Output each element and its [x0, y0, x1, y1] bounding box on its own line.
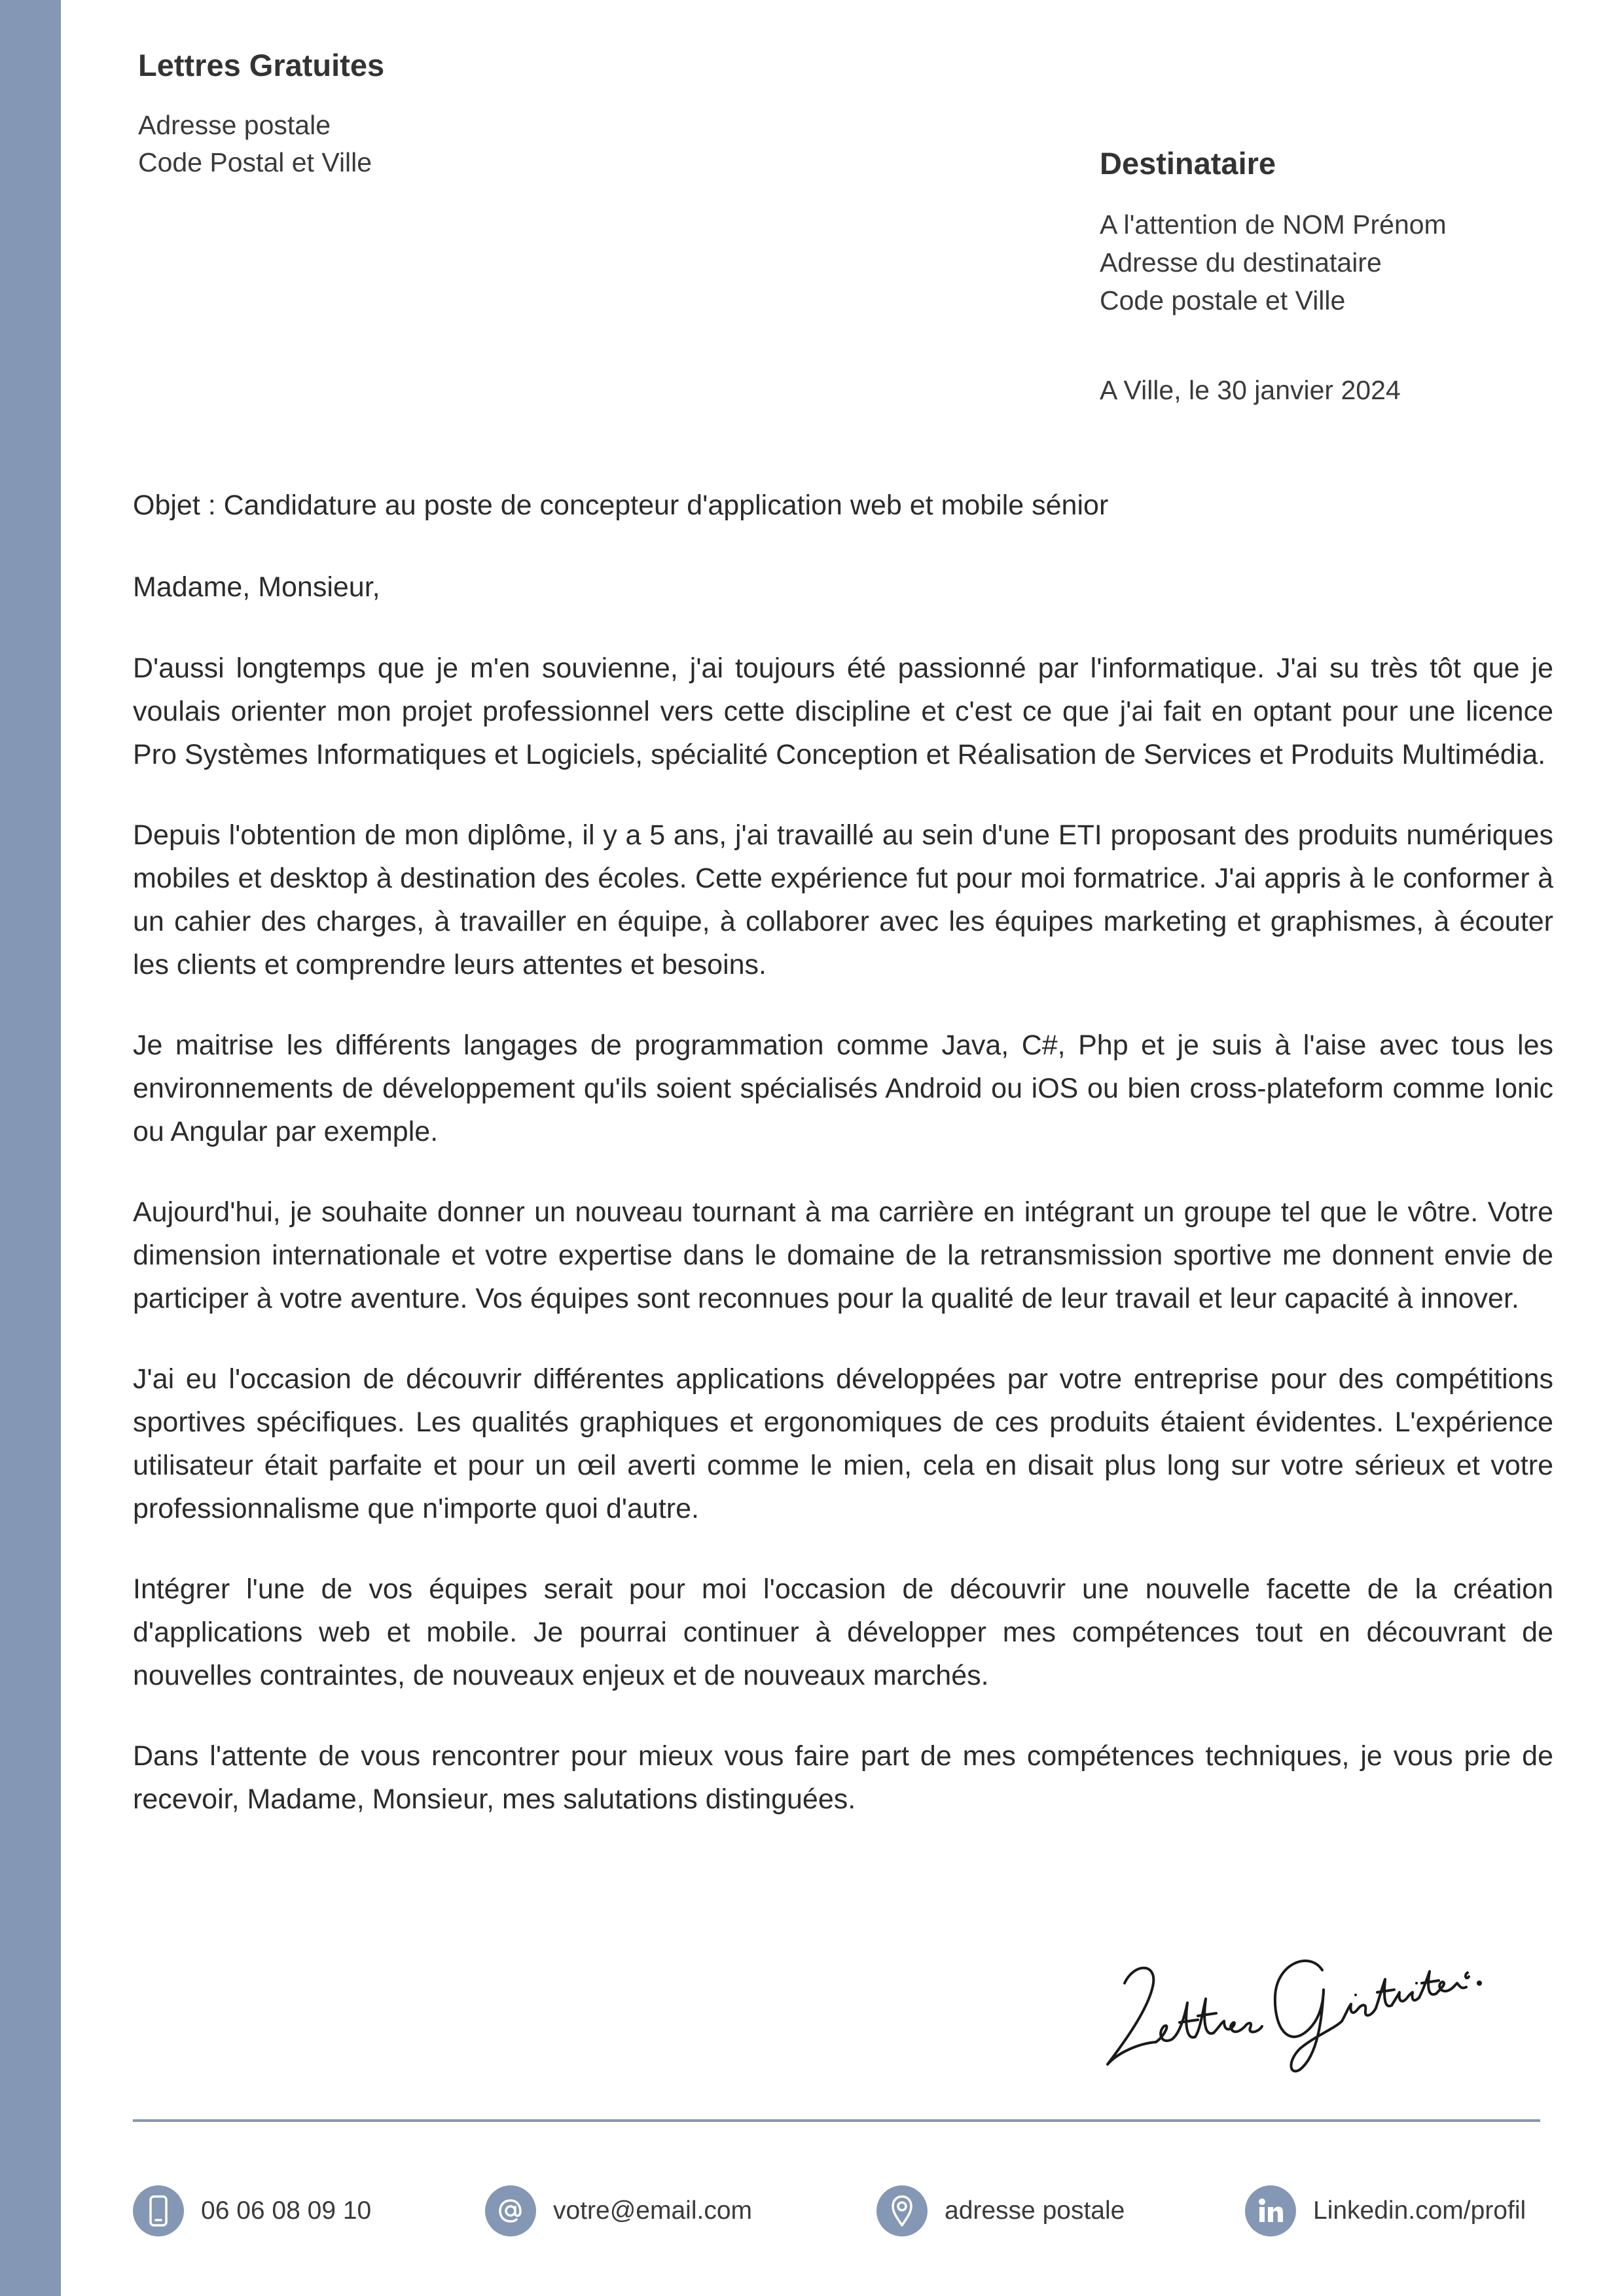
side-accent-bar	[0, 0, 61, 2296]
letter-body	[133, 647, 1553, 1858]
contact-email	[485, 2185, 752, 2237]
body-paragraph: J'ai eu l'occasion de découvrir différentes applications développées par votre entreprise pour des compétitions sportives spécifiques. Les qualités graphiques et ergonomiques de ces produits étaient évidentes. L'expérience utilisateur était parfaite et pour un œil averti comme le mien, cela en disait plus long sur votre sérieux et votre professionnalisme que n'importe quoi d'autre.	[133, 1363, 1553, 1524]
postal-address: adresse postale	[945, 2197, 1125, 2225]
sender-name: Lettres Gratuites	[138, 48, 385, 82]
at-sign-icon	[485, 2185, 536, 2236]
linkedin-icon	[1245, 2185, 1296, 2236]
linkedin-profile-link[interactable]: Linkedin.com/profil	[1313, 2197, 1526, 2225]
phone-icon	[133, 2185, 184, 2236]
contact-linkedin	[1245, 2185, 1526, 2237]
body-paragraph: Depuis l'obtention de mon diplôme, il y a 5 ans, j'ai travaillé au sein d'une ETI proposant des produits numériques mobiles et desktop à destination des écoles. Cette expérience fut pour moi formatrice. J'ai appris à le conformer à un cahier des charges, à travailler en équipe, à collaborer avec les équipes marketing et graphismes, à écouter les clients et comprendre leurs attentes et besoins.	[133, 819, 1553, 980]
recipient-title: Destinataire	[1100, 146, 1276, 181]
body-paragraph: D'aussi longtemps que je m'en souvienne, j'ai toujours été passionné par l'informatique. J'ai su très tôt que je voulais orienter mon projet professionnel vers cette discipline et c'est ce que j'ai fait en optant pour une licence Pro Systèmes Informatiques et Logiciels, spécialité Conception et Réalisation de Services et Produits Multimédia.	[133, 653, 1553, 770]
body-paragraph: Aujourd'hui, je souhaite donner un nouveau tournant à ma carrière en intégrant un groupe tel que le vôtre. Votre dimension internationale et votre expertise dans le domaine de la retransmission sportive me donnent envie de participer à votre aventure. Vos équipes sont reconnues pour la qualité de leur travail et leur capacité à innover.	[133, 1196, 1553, 1314]
letter-subject: Objet : Candidature au poste de concepteur d'application web et mobile sénior	[133, 490, 1109, 521]
body-paragraph: Intégrer l'une de vos équipes serait pour moi l'occasion de découvrir une nouvelle facette de la création d'applications web et mobile. Je pourrai continuer à développer mes compétences tout en découvrant de nouvelles contraintes, de nouveaux enjeux et de nouveaux marchés.	[133, 1573, 1553, 1691]
email-address[interactable]: votre@email.com	[553, 2197, 753, 2225]
letter-date: A Ville, le 30 janvier 2024	[1100, 375, 1401, 405]
sender-city: Code Postal et Ville	[138, 147, 372, 177]
contact-address	[876, 2185, 1125, 2237]
recipient-address: Adresse du destinataire	[1100, 247, 1382, 278]
body-paragraph: Je maitrise les différents langages de programmation comme Java, C#, Php et je suis à l'aise avec tous les environnements de développement qu'ils soient spécialisés Android ou iOS ou bien cross-plateform comme Ionic ou Angular par exemple.	[133, 1030, 1553, 1147]
handwritten-signature	[1093, 1924, 1486, 2081]
contact-phone	[133, 2185, 371, 2237]
recipient-attention: A l'attention de NOM Prénom	[1100, 209, 1447, 240]
sender-address: Adresse postale	[138, 110, 331, 140]
phone-number[interactable]: 06 06 08 09 10	[201, 2197, 372, 2225]
letter-salutation: Madame, Monsieur,	[133, 571, 380, 603]
recipient-city: Code postale et Ville	[1100, 285, 1346, 315]
body-paragraph: Dans l'attente de vous rencontrer pour mieux vous faire part de mes compétences techniques, je vous prie de recevoir, Madame, Monsieur, mes salutations distinguées.	[133, 1740, 1553, 1815]
map-pin-icon	[876, 2185, 928, 2236]
footer-divider	[133, 2119, 1540, 2122]
